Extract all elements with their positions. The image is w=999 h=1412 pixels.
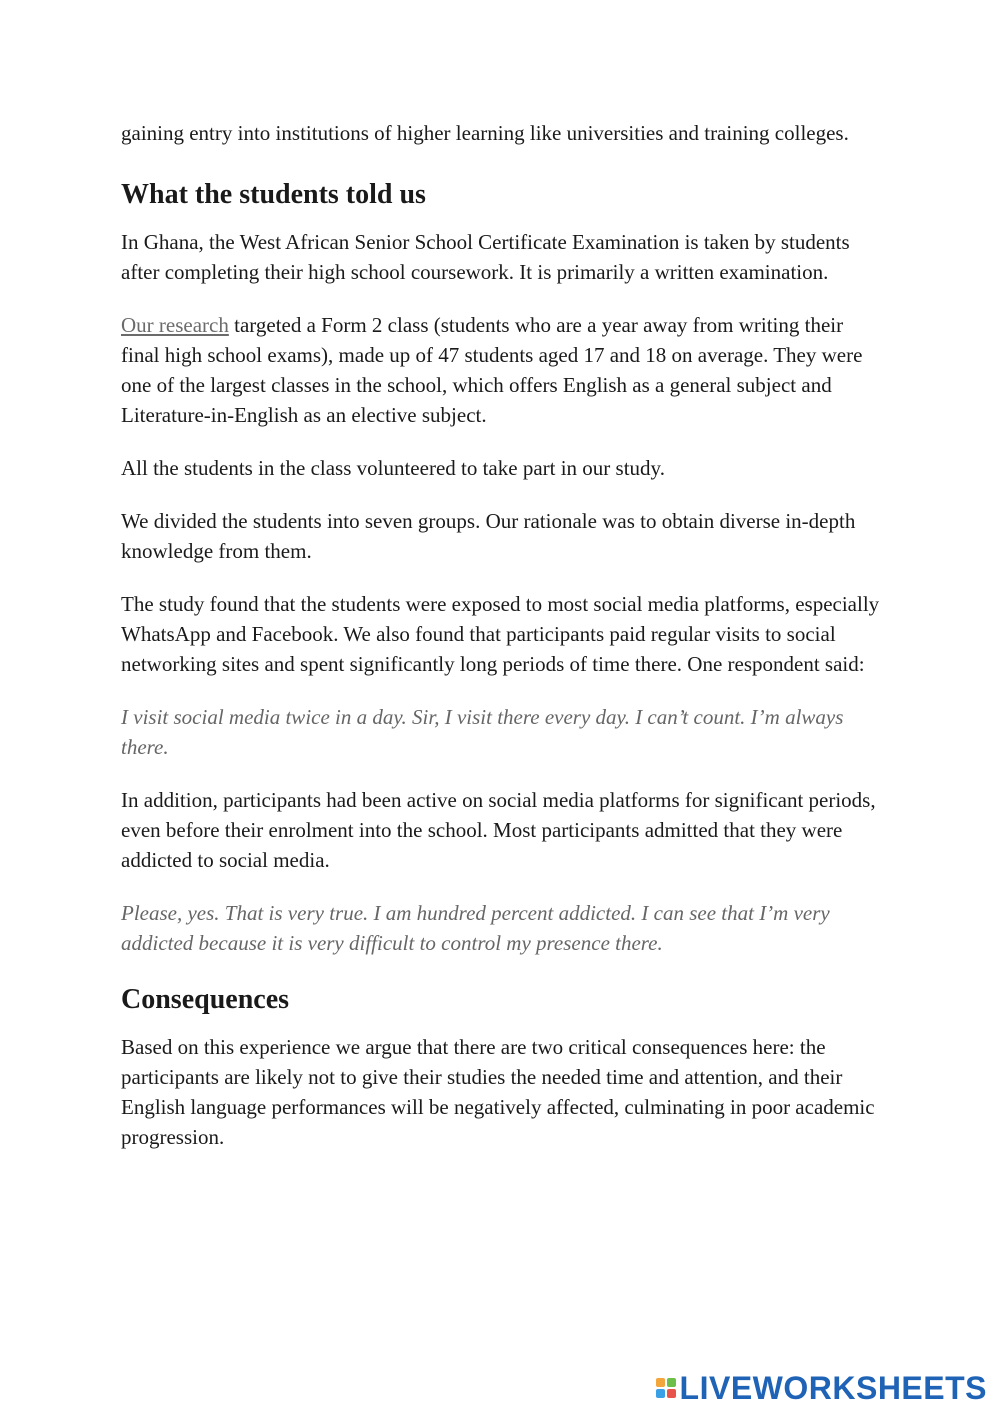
- quote-respondent-1: I visit social media twice in a day. Sir, I visit there every day. I can’t count. I’m always there.: [121, 705, 844, 759]
- quote-respondent-2: Please, yes. That is very true. I am hundred percent addicted. I can see that I’m very addicted because it is very difficult to control my presence there.: [121, 901, 830, 955]
- paragraph-ghana: In Ghana, the West African Senior School Certificate Examination is taken by students after completing their high school coursework. It is primarily a written examination.: [121, 230, 850, 284]
- paragraph-volunteered: All the students in the class volunteered to take part in our study.: [121, 456, 665, 480]
- brand-name: LIVEWORKSHEETS: [679, 1370, 987, 1406]
- paragraph-intro: gaining entry into institutions of higher learning like universities and training colleges.: [121, 121, 849, 145]
- paragraph-study: The study found that the students were exposed to most social media platforms, especially WhatsApp and Facebook. We also found that participants paid regular visits to social networking sites and spent significantly long periods of time there. One respondent said:: [121, 592, 880, 676]
- paragraph-research: [121, 310, 881, 430]
- paragraph-addition: In addition, participants had been active on social media platforms for significant periods, even before their enrolment into the school. Most participants admitted that they were addicted to social media.: [121, 788, 876, 872]
- article-body: [121, 118, 881, 1152]
- paragraph-groups: We divided the students into seven groups. Our rationale was to obtain diverse in-depth knowledge from them.: [121, 509, 856, 563]
- heading-what-students-told-us: What the students told us: [121, 179, 426, 210]
- our-research-link[interactable]: Our research: [121, 313, 229, 337]
- liveworksheets-brand: [656, 1371, 987, 1405]
- liveworksheets-logo-icon: [656, 1378, 676, 1398]
- paragraph-research-text: targeted a Form 2 class (students who are a year away from writing their final high school exams), made up of 47 students aged 17 and 18 on average. They were one of the largest classes in the school, which offers English as a general subject and Literature-in-English as an elective subject.: [121, 313, 863, 427]
- paragraph-consequences: Based on this experience we argue that there are two critical consequences here: the participants are likely not to give their studies the needed time and attention, and their English language performances will be negatively affected, culminating in poor academic progression.: [121, 1035, 875, 1149]
- heading-consequences: Consequences: [121, 984, 290, 1015]
